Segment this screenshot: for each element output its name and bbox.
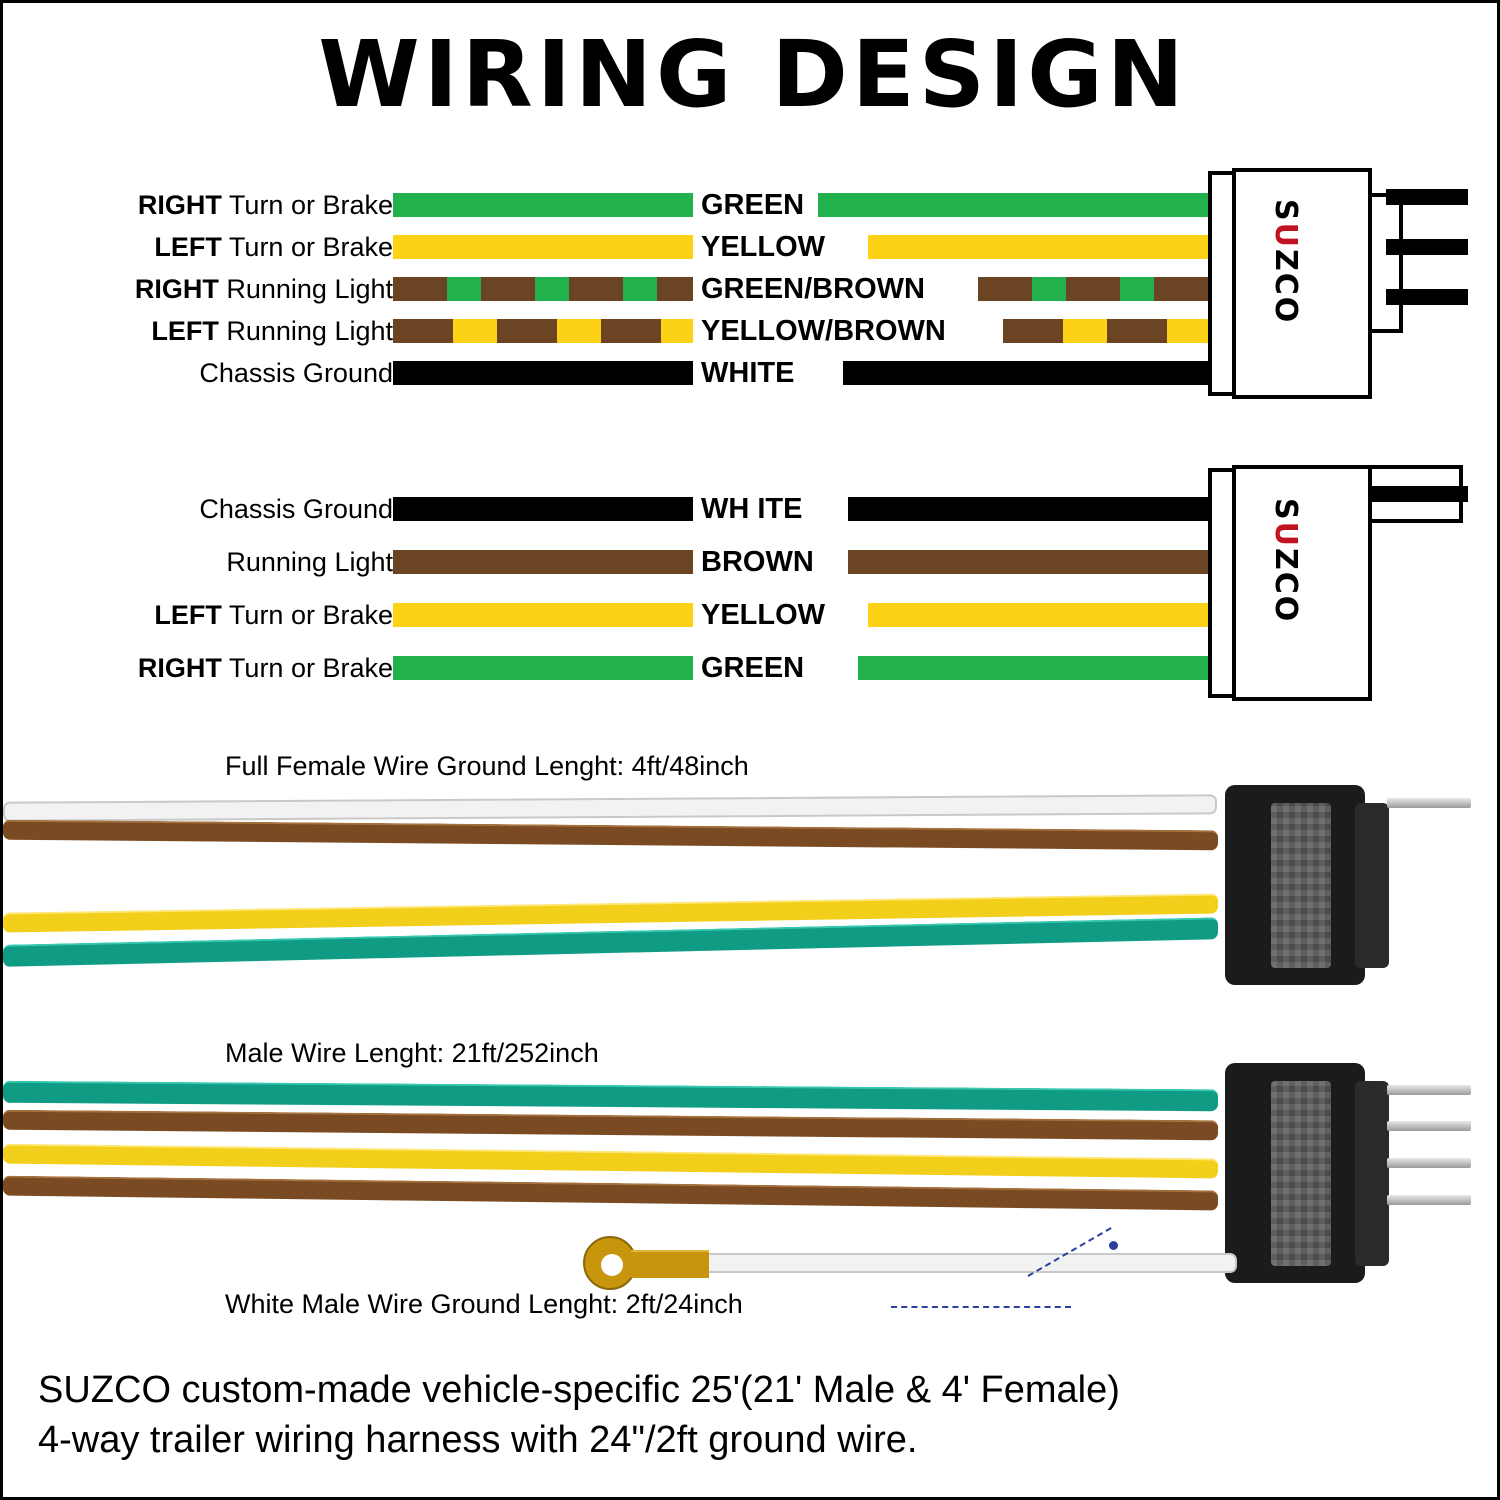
footer-line-2: 4-way trailer wiring harness with 24"/2ft ground wire.	[38, 1419, 918, 1462]
male-connector-graphic	[1208, 468, 1468, 698]
wire-cable-white	[3, 794, 1217, 821]
ground-wire-white	[663, 1253, 1237, 1273]
wire-function-label	[226, 545, 393, 579]
wire-color-name: YELLOW/BROWN	[698, 314, 949, 348]
wire-color-name: GREEN	[698, 651, 807, 685]
connector-pin	[1386, 289, 1468, 305]
wire-color-name: GREEN/BROWN	[698, 272, 928, 306]
connector-shoulder	[1368, 193, 1403, 333]
connector-brand: SUZCO	[1268, 199, 1303, 325]
wire-label-text: Turn or Brake	[221, 653, 393, 683]
wire-segment-right	[868, 235, 1213, 259]
wire-row	[43, 230, 1213, 264]
wire-segment-right	[848, 550, 1248, 574]
wire-segment-left	[393, 550, 693, 574]
ring-terminal-barrel	[631, 1250, 709, 1278]
wire-segment-left	[393, 656, 693, 680]
connector-pin	[1386, 189, 1468, 205]
wire-cable-brown-2	[3, 1176, 1218, 1211]
male-plug-texture	[1271, 1081, 1331, 1266]
wire-label-emphasis: LEFT	[154, 600, 222, 630]
wire-label-text: Turn or Brake	[221, 600, 393, 630]
wire-segment-left	[393, 603, 693, 627]
connector-brand: SUZCO	[1268, 498, 1303, 624]
wire-function-label	[199, 356, 393, 390]
wire-row	[43, 492, 1213, 526]
wire-function-label	[151, 314, 393, 348]
wire-function-label	[135, 272, 393, 306]
ring-terminal-eyelet	[583, 1236, 637, 1290]
wire-segment-left	[393, 319, 693, 343]
wire-label-text: Turn or Brake	[221, 232, 393, 262]
ground-wire-length-note: White Male Wire Ground Lenght: 2ft/24inch	[225, 1289, 743, 1319]
wire-cable-green	[3, 1081, 1218, 1111]
wire-segment-left	[393, 277, 693, 301]
wire-function-label	[154, 230, 393, 264]
wire-label-text: Running Light	[226, 547, 393, 577]
wire-segment-right	[848, 497, 1248, 521]
wire-label-emphasis: RIGHT	[137, 190, 222, 220]
wire-label-text: Chassis Ground	[199, 358, 393, 388]
page-title: WIRING DESIGN	[318, 21, 1188, 128]
wire-label-emphasis: RIGHT	[134, 274, 219, 304]
wire-segment-left	[393, 361, 693, 385]
wire-segment-right	[1003, 319, 1213, 343]
wire-row	[43, 545, 1213, 579]
wire-segment-right	[843, 361, 1213, 385]
female-plug-blade	[1387, 798, 1471, 808]
wire-function-label	[154, 598, 393, 632]
wire-cable-yellow	[3, 1144, 1218, 1179]
callout-line	[891, 1306, 1071, 1308]
connector-pin	[1368, 486, 1468, 502]
female-plug-texture	[1271, 803, 1331, 968]
callout-dot	[1109, 1241, 1118, 1250]
footer-line-1: SUZCO custom-made vehicle-specific 25'(21' Male & 4' Female)	[38, 1369, 1120, 1411]
wire-label-emphasis: LEFT	[154, 232, 222, 262]
wire-label-text: Running Light	[218, 274, 393, 304]
wire-segment-left	[393, 235, 693, 259]
wire-segment-right	[978, 277, 1213, 301]
wire-cable-brown	[3, 1110, 1218, 1141]
female-connector-graphic	[1208, 171, 1468, 396]
ring-terminal-hole	[601, 1254, 623, 1276]
footer-description	[38, 1365, 1468, 1465]
wire-segment-right	[858, 656, 1248, 680]
wire-row	[43, 651, 1213, 685]
wire-segment-left	[393, 193, 693, 217]
wire-color-name: GREEN	[698, 188, 807, 222]
female-plug-collar	[1355, 803, 1389, 968]
wire-label-text: Turn or Brake	[221, 190, 393, 220]
female-ground-length-note: Full Female Wire Ground Lenght: 4ft/48inch	[225, 751, 749, 781]
male-wire-length-note: Male Wire Lenght: 21ft/252inch	[225, 1038, 599, 1068]
male-plug-blade	[1387, 1085, 1471, 1095]
wire-color-name: WHITE	[698, 356, 797, 390]
wire-row	[43, 314, 1213, 348]
wire-function-label	[138, 188, 393, 222]
wire-function-label	[138, 651, 393, 685]
wire-row	[43, 356, 1213, 390]
wire-row	[43, 598, 1213, 632]
wire-label-emphasis: LEFT	[151, 316, 219, 346]
wire-color-name: YELLOW	[698, 230, 828, 264]
wire-label-text: Running Light	[218, 316, 393, 346]
wire-segment-right	[868, 603, 1248, 627]
wire-segment-right	[818, 193, 1213, 217]
wire-row	[43, 272, 1213, 306]
wire-color-name: YELLOW	[698, 598, 828, 632]
male-plug-collar	[1355, 1081, 1389, 1266]
male-plug-blade	[1387, 1158, 1471, 1168]
wire-function-label	[199, 492, 393, 526]
male-plug-blade	[1387, 1195, 1471, 1205]
ring-terminal	[583, 1236, 703, 1292]
wire-segment-left	[393, 497, 693, 521]
wire-color-name: BROWN	[698, 545, 817, 579]
wire-color-name: WH ITE	[698, 492, 806, 526]
wire-label-text: Chassis Ground	[199, 494, 393, 524]
wire-row	[43, 188, 1213, 222]
wire-cable-brown	[3, 820, 1218, 851]
connector-pin	[1386, 239, 1468, 255]
male-plug-blade	[1387, 1121, 1471, 1131]
wire-label-emphasis: RIGHT	[137, 653, 222, 683]
